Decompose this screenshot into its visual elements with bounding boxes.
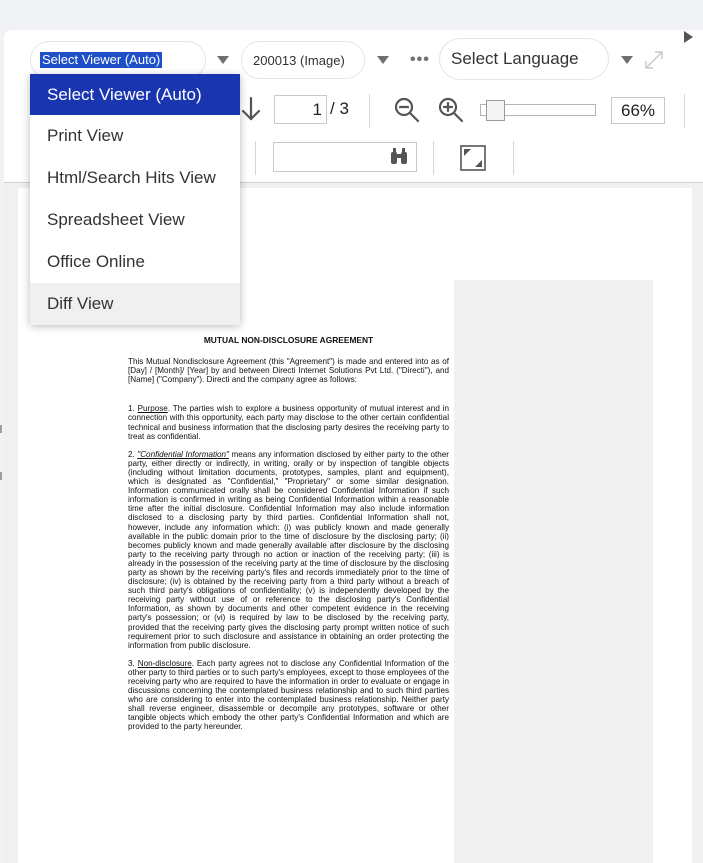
document-select[interactable] — [241, 41, 365, 79]
menu-item-office-online[interactable]: Office Online — [47, 252, 145, 271]
menu-item-spreadsheet-view[interactable]: Spreadsheet View — [47, 210, 185, 229]
document-paragraph: 2. "Confidential Information" means any information disclosed by either party to the other party, either directly or indirectly, in writing, orally or by inspection of tangible objects (including without limitation documents, prototypes, samples, plant and equipment), which is designated as "Confidential," "Proprietary" or some similar designation. Information communicated orally shall be considered Confidential Information if such information is confirmed in writing as being Confidential Information within a reasonable time after the initial disclosure. Confidential Information may also include information disclosed to a disclosing party by third parties. Confidential Information shall not, however, include any information which: (i) was publicly known and made generally available in the public domain prior to the time of disclosure by the disclosing party; (ii) becomes publicly known and made generally available after disclosure by the disclosing party to the receiving party through no action or inaction of the receiving party; (iii) is already in the possession of the receiving party at the time of disclosure by the disclosing party as shown by the receiving party's files and records immediately prior to the time of disclosure; (iv) is obtained by the receiving party from a third party without a breach of such third party's obligations of confidentiality; (v) is independently developed by the receiving party without use of or reference to the disclosing party's Confidential Information, as shown by documents and other competent evidence in the receiving party's possession; or (vi) is required by law to be disclosed by the receiving party, provided that the receiving party gives the disclosing party prompt written notice of such requirement prior to such disclosure and assistance in obtaining an order protecting the information from public disclosure. — [128, 449, 449, 650]
viewer-dropdown-menu — [30, 74, 240, 324]
menu-item-print-view[interactable]: Print View — [47, 126, 124, 145]
divider — [684, 94, 685, 128]
divider — [433, 141, 434, 175]
document-content — [128, 336, 449, 741]
divider — [513, 141, 514, 175]
binoculars-icon[interactable] — [389, 147, 409, 165]
zoom-level-input[interactable]: 66% — [611, 97, 665, 124]
triangle-right-icon[interactable] — [684, 31, 693, 43]
document-title: MUTUAL NON-DISCLOSURE AGREEMENT — [203, 335, 374, 345]
document-paragraph: 1. Purpose. The parties wish to explore a business opportunity of mutual interest and in connection with this opportunity, each party may disclose to the other certain confidential technical and business information that the disclosing party desires the receiving party to treat as confidential. — [128, 404, 449, 441]
chevron-down-icon[interactable] — [217, 56, 229, 64]
language-select-value: Select Language — [451, 49, 579, 68]
document-paragraph: This Mutual Nondisclosure Agreement (this "Agreement") is made and entered into as of [Day] / [Month]/ [Year] by and between Directi Internet Solutions Pvt Ltd. ("Directi"), and [Name] ("Company"). Directi and the company agree as follows: — [128, 357, 449, 385]
menu-item-html-search-hits-view[interactable]: Html/Search Hits View — [47, 168, 216, 187]
left-edge-marker — [0, 472, 2, 480]
redaction-block — [454, 280, 653, 863]
expand-icon[interactable] — [643, 49, 665, 71]
chevron-down-icon[interactable] — [377, 56, 389, 64]
fit-page-icon[interactable] — [460, 145, 486, 171]
left-edge-marker — [0, 425, 2, 433]
divider — [369, 94, 370, 128]
document-paragraph: 3. Non-disclosure. Each party agrees not to disclose any Confidential Information of the other party to third parties or to such party's employees, except to those employees of the receiving party who are required to have the information in order to evaluate or engage in discussions concerning the contemplated business relationship and to such third parties who are considering to enter into the contemplated business relationship. Neither party shall reverse engineer, disassemble or decompile any prototypes, software or other tangible objects which embody the other party's Confidential Information and which are provided to the party hereunder. — [128, 658, 450, 732]
language-select[interactable] — [439, 38, 609, 80]
more-icon[interactable]: ••• — [410, 51, 430, 68]
zoom-in-icon[interactable] — [437, 96, 465, 124]
viewer-select-value: Select Viewer (Auto) — [42, 52, 161, 67]
section-heading: Purpose — [137, 404, 168, 414]
document-select-value: 200013 (Image) — [253, 52, 345, 68]
section-heading: "Confidential Information" — [137, 449, 229, 459]
divider — [255, 141, 256, 175]
page-number-input[interactable]: 1 — [274, 95, 327, 124]
page-total: / 3 — [330, 99, 349, 118]
zoom-out-icon[interactable] — [393, 96, 421, 124]
zoom-slider-thumb[interactable] — [486, 100, 505, 121]
menu-item-diff-view[interactable]: Diff View — [30, 283, 240, 325]
menu-item-select-viewer-auto[interactable]: Select Viewer (Auto) — [30, 74, 240, 115]
section-heading: Non-disclosure — [137, 658, 192, 668]
arrow-down-icon[interactable] — [240, 96, 262, 122]
chevron-down-icon[interactable] — [621, 56, 633, 64]
